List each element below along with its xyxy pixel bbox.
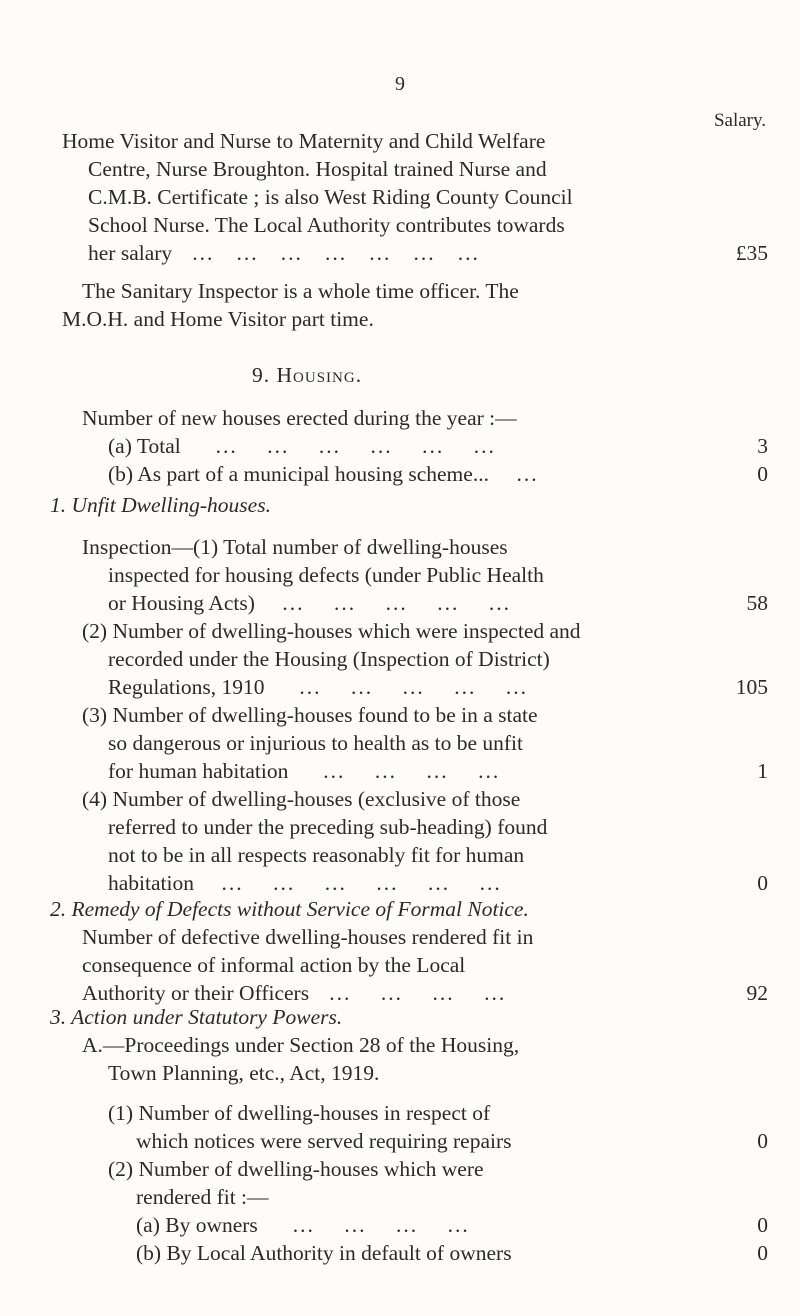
label: her salary xyxy=(88,241,173,265)
statutory-item-2 xyxy=(62,1155,768,1267)
sanitary-paragraph xyxy=(62,277,742,333)
salary-value: £35 xyxy=(735,241,768,265)
label: Regulations, 1910 xyxy=(108,675,265,699)
label: (a) By owners xyxy=(136,1213,258,1237)
text-line: (a) By owners ... ... ... ... 0 xyxy=(136,1213,768,1237)
section-heading: 1. Unfit Dwelling-houses. xyxy=(50,493,271,517)
text-line: (1) Number of dwelling-houses in respect of xyxy=(108,1101,491,1125)
unfit-item-3 xyxy=(62,701,768,785)
text-line: so dangerous or injurious to health as to be unfit xyxy=(108,731,523,755)
value: 0 xyxy=(757,1129,768,1153)
text-line: inspected for housing defects (under Public Health xyxy=(108,563,544,587)
text-line: The Sanitary Inspector is a whole time officer. The xyxy=(82,279,519,303)
text-line: C.M.B. Certificate ; is also West Riding County Council xyxy=(88,185,573,209)
label: or Housing Acts) xyxy=(108,591,255,615)
text-line: habitation ... ... ... ... ... ... 0 xyxy=(108,871,768,895)
unfit-section xyxy=(50,491,742,519)
text-line: (a) Total ... ... ... ... ... ... 3 xyxy=(108,434,768,458)
text-line: Town Planning, etc., Act, 1919. xyxy=(108,1061,380,1085)
text-line: (2) Number of dwelling-houses which were inspected and xyxy=(82,619,581,643)
label: (b) By Local Authority in default of owners xyxy=(136,1241,512,1265)
text-line: rendered fit :— xyxy=(136,1185,269,1209)
text-line: Centre, Nurse Broughton. Hospital trained Nurse and xyxy=(88,157,547,181)
label: habitation xyxy=(108,871,194,895)
text-line: (4) Number of dwelling-houses (exclusive of those xyxy=(82,787,521,811)
value: 0 xyxy=(757,871,768,895)
text-line: School Nurse. The Local Authority contributes towards xyxy=(88,213,565,237)
value: 92 xyxy=(746,981,768,1005)
value: 0 xyxy=(757,1213,768,1237)
value: 58 xyxy=(746,591,768,615)
text-line: or Housing Acts) ... ... ... ... ... 58 xyxy=(108,591,768,615)
value: 105 xyxy=(735,675,768,699)
text-line: Inspection—(1) Total number of dwelling-houses xyxy=(82,535,508,559)
text-line xyxy=(62,1239,768,1267)
text-line: Home Visitor and Nurse to Maternity and Child Welfare xyxy=(62,129,546,153)
nurse-paragraph xyxy=(62,127,768,267)
label: which notices were served requiring repairs xyxy=(136,1129,512,1153)
text-line xyxy=(62,1127,768,1155)
label: (b) As part of a municipal housing scheme... xyxy=(108,462,489,486)
unfit-item-2 xyxy=(62,617,768,701)
text-line: M.O.H. and Home Visitor part time. xyxy=(62,307,374,331)
label: (a) Total xyxy=(108,434,181,458)
label: Authority or their Officers xyxy=(82,981,310,1005)
section-heading: 9. Housing. xyxy=(252,363,363,387)
new-houses xyxy=(62,404,768,488)
value: 3 xyxy=(757,434,768,458)
text-line: for human habitation ... ... ... ... 1 xyxy=(108,759,768,783)
salary-column-header: Salary. xyxy=(713,110,766,131)
page-number: 9 xyxy=(395,73,405,95)
unfit-item-1 xyxy=(62,533,768,617)
label: for human habitation xyxy=(108,759,289,783)
text-line: (b) As part of a municipal housing scheme... ... 0 xyxy=(108,462,768,486)
section-heading: 2. Remedy of Defects without Service of Formal Notice. xyxy=(50,897,529,921)
text-line: consequence of informal action by the Local xyxy=(82,953,466,977)
text-line: Regulations, 1910 ... ... ... ... ... 105 xyxy=(108,675,768,699)
text-line: (3) Number of dwelling-houses found to be in a state xyxy=(82,703,538,727)
remedy-section xyxy=(50,895,768,1007)
value: 0 xyxy=(757,462,768,486)
text-line: Number of new houses erected during the year :— xyxy=(82,406,517,430)
text-line: Authority or their Officers ... ... ... ... 92 xyxy=(82,981,768,1005)
text-line: recorded under the Housing (Inspection of District) xyxy=(108,647,550,671)
text-line: Number of defective dwelling-houses rendered fit in xyxy=(82,925,534,949)
value: 0 xyxy=(757,1241,768,1265)
text-line: not to be in all respects reasonably fit for human xyxy=(108,843,525,867)
text-line: her salary ... ... ... ... ... ... ... £35 xyxy=(88,241,768,265)
text-line: A.—Proceedings under Section 28 of the Housing, xyxy=(82,1033,520,1057)
value: 1 xyxy=(757,759,768,783)
section-heading: 3. Action under Statutory Powers. xyxy=(50,1005,343,1029)
text-line: (2) Number of dwelling-houses which were xyxy=(108,1157,484,1181)
statutory-section xyxy=(50,1003,742,1087)
statutory-item-1 xyxy=(62,1099,768,1155)
text-line: referred to under the preceding sub-heading) found xyxy=(108,815,548,839)
unfit-item-4 xyxy=(62,785,768,897)
